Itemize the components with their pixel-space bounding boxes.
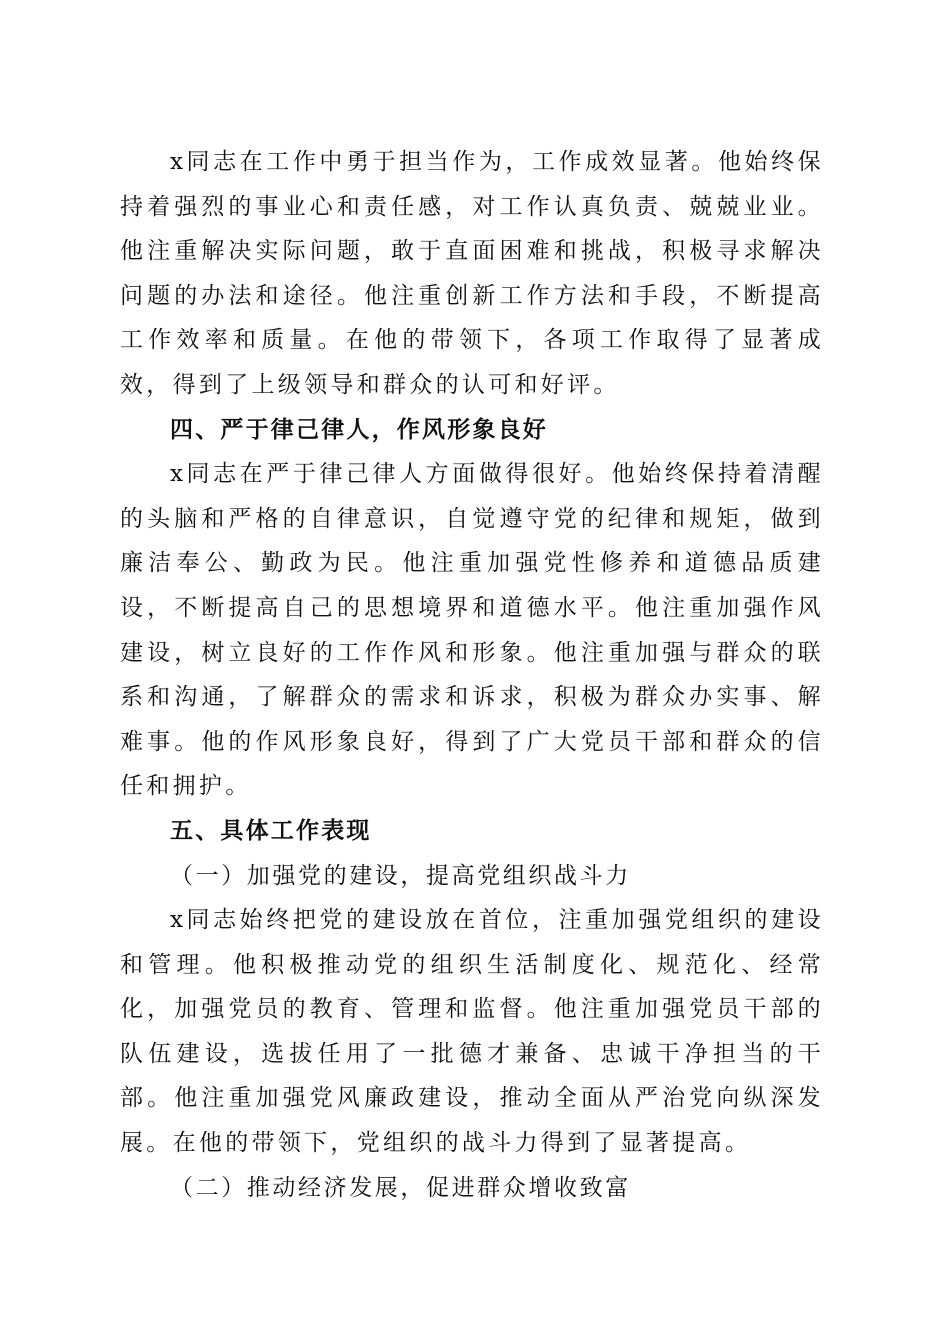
paragraph-work-performance: x同志在工作中勇于担当作为，工作成效显著。他始终保持着强烈的事业心和责任感，对工作认真负责、兢兢业业。他注重解决实际问题，敢于直面困难和挑战，积极寻求解决问题的办法和途径。他注重创新工作方法和手段，不断提高工作效率和质量。在他的带领下，各项工作取得了显著成效，得到了上级领导和群众的认可和好评。 (120, 149, 824, 398)
paragraph-party-building: x同志始终把党的建设放在首位，注重加强党组织的建设和管理。他积极推动党的组织生活制度化、规范化、经常化，加强党员的教育、管理和监督。他注重加强党员干部的队伍建设，选拔任用了一批德才兼备、忠诚干净担当的干部。他注重加强党风廉政建设，推动全面从严治党向纵深发展。在他的带领下，党组织的战斗力得到了显著提高。 (120, 907, 824, 1157)
document-body (120, 140, 824, 1210)
subheading-economic-development: （二）推动经济发展，促进群众增收致富 (170, 1174, 631, 1201)
section-heading-discipline: 四、严于律己律人，作风形象良好 (170, 416, 548, 443)
paragraph-discipline: x同志在严于律己律人方面做得很好。他始终保持着清醒的头脑和严格的自律意识，自觉遵守党的纪律和规矩，做到廉洁奉公、勤政为民。他注重加强党性修养和道德品质建设，不断提高自己的思想境界和道德水平。他注重加强作风建设，树立良好的工作作风和形象。他注重加强与群众的联系和沟通，了解群众的需求和诉求，积极为群众办实事、解难事。他的作风形象良好，得到了广大党员干部和群众的信任和拥护。 (120, 461, 824, 800)
section-heading-specific-work: 五、具体工作表现 (170, 817, 372, 844)
subheading-party-building: （一）加强党的建设，提高党组织战斗力 (170, 862, 631, 889)
